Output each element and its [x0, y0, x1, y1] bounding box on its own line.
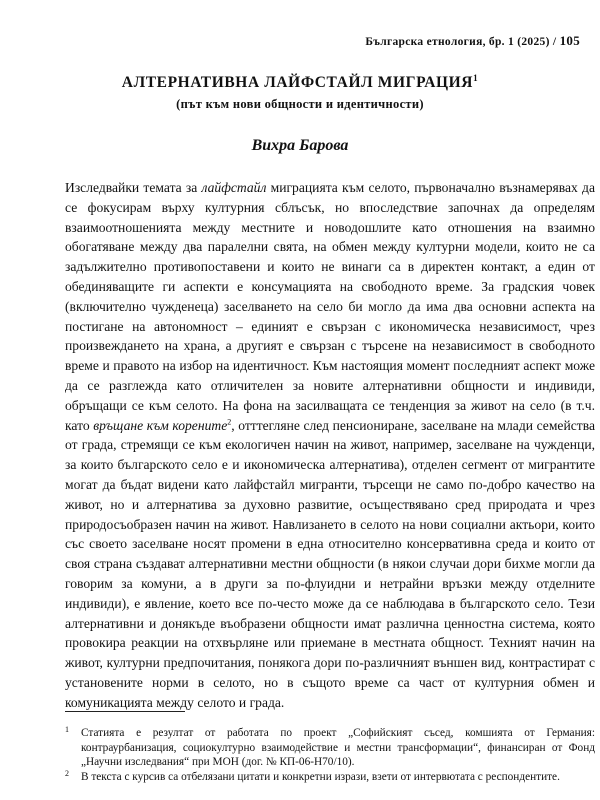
paragraph: [65, 178, 595, 713]
body-text-part: Изследвайки темата за: [65, 180, 202, 195]
header-separator: /: [552, 36, 557, 48]
footnotes: [65, 726, 595, 784]
footnote-ref-1[interactable]: 1: [473, 73, 479, 83]
article-subtitle: (път към нови общности и идентичности): [176, 97, 424, 111]
body-text: [65, 178, 595, 713]
footnote-text: В текста с курсив са отбелязани цитати и конкретни изрази, взети от интервютата с респондентите.: [81, 770, 560, 783]
footnote-mark: 1: [65, 725, 69, 734]
author-name: Вихра Барова: [251, 137, 349, 154]
article-title-text: АЛТЕРНАТИВНА ЛАЙФСТАЙЛ МИГРАЦИЯ: [121, 74, 474, 92]
footnote-mark: 2: [65, 768, 69, 778]
body-text-part: миграцията към селото, първоначално възнамерявах да се фокусирам върху културния сблъсък, но впоследствие започнах да определям взаимоотношенията между местните и новодошлите като отношения на взаимно обогатяване между два паралелни свята, на обмен между културни модели, които не са задължително противопоставени и които не винаги са в директен контакт, а един от обединяващите ги аспекти е консумацията на свободното време. За градския човек (включително чужденеца) заселването на село би могло да има два основни аспекта на постигане на автономност – единият е свързан с икономическа независимост, чрез произвеждането на храна, а другият е свързан с търсене на независимост в свободното време и правото на избор на идентичност. Към настоящия момент последният аспект може да се разглежда като отличителен за новите алтернативни общности и индивиди, обръщащи се към селото. На фона на засилващата се тенденция за живот на село (в т.ч. като: [65, 180, 595, 433]
footnote: [65, 726, 595, 770]
journal-name: Българска етнология, бр. 1 (2025): [365, 36, 550, 48]
body-text-part: , отттегляне след пенсиониране, заселване на млади семейства от града, стремящи се към екологичен начин на живот, например, заселване на чужденци, за които българското село е и икономическа алтернатива), отделен сегмент от мигрантите могат да бъдат видени като лайфстайл мигранти, търсещи не само по-добро качество на живот, но и алтернатива за духовно развитие, осъществявано сред природата и чрез природосъобразен начин на живот. Навлизането в селото на нови социални актьори, които със своето заселване носят промени в една относително консервативна среда и които от своя страна създават алтернативни местни общности (в някои случаи дори бихме могли да говорим за комуни, а в други за по-флуидни и нетрайни връзки между отделните индивиди), е явление, което все по-често може да се наблюдава в българското село. Тези алтернативни и донякъде въобразени общности имат различна ценностна система, която провокира реакции на отхвърляне или приемане в местната общност. Техният начин на живот, културни предпочитания, понякога дори по-различният външен вид, контрастират с установените норми в селото, но в същото време са част от културния обмен и комуникацията между селото и града.: [65, 417, 595, 710]
italic-quote: връщане към корените: [93, 417, 228, 433]
footnote-ref-2[interactable]: 2: [227, 417, 232, 427]
running-header: [365, 33, 580, 49]
footnote-divider: [65, 711, 185, 712]
footnote-text: Статията е резултат от работата по проект „Софийският съсед, комшията от Германия: контраурбанизация, социокултурно взаимодействие и местни трансформации“, финансиран от Фонд „Научни изследвания“ при МОН (дог. № КП-06-Н70/10).: [81, 727, 595, 769]
page-number: 105: [559, 33, 580, 48]
footnote: [65, 770, 595, 785]
article-title: [0, 73, 600, 92]
italic-term: лайфстайл: [201, 180, 267, 195]
